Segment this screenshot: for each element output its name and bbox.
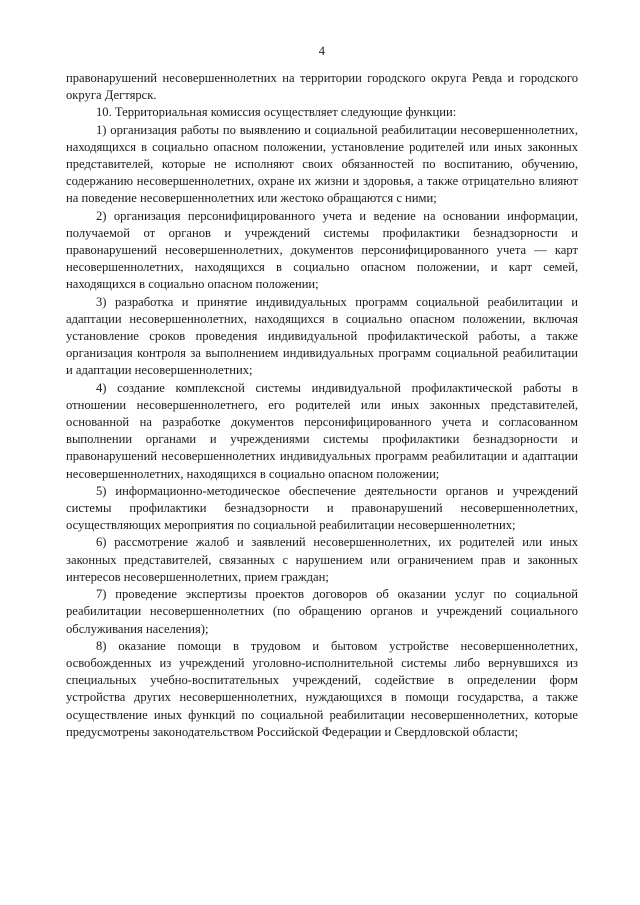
paragraph-item-7: 7) проведение экспертизы проектов договоров об оказании услуг по социальной реабилитации несовершеннолетних (по обращению органов и учреждений социального обслуживания населения); bbox=[66, 587, 578, 636]
paragraph-item-1: 1) организация работы по выявлению и социальной реабилитации несовершеннолетних, находящихся в социально опасном положении, установление родителей или иных законных представителей, которые не исполняют своих обязанностей по воспитанию, обучению, содержанию несовершеннолетних, охране их жизни и здоровья, а также отрицательно влияют на поведение несовершеннолетних или жестоко обращаются с ними; bbox=[66, 122, 578, 206]
paragraph-item-3: 3) разработка и принятие индивидуальных программ социальной реабилитации и адаптации несовершеннолетних, находящихся в социально опасном положении, включая установление сроков проведения индивидуальной профилактической работы, а также организация контроля за выполнением индивидуальных программ социальной реабилитации и адаптации несовершеннолетних; bbox=[66, 294, 578, 378]
paragraph-item-2: 2) организация персонифицированного учета и ведение на основании информации, получаемой от органов и учреждений системы профилактики безнадзорности и правонарушений несовершеннолетних, документов персонифицированного учета — карт несовершеннолетних, находящихся в социально опасном положении, и карт семей, находящихся в социально опасном положении; bbox=[66, 208, 578, 292]
paragraph-continued: правонарушений несовершеннолетних на территории городского округа Ревда и городского округа Дегтярск. bbox=[66, 71, 578, 103]
page-number: 4 bbox=[318, 44, 326, 58]
paragraph-item-10: 10. Территориальная комиссия осуществляет следующие функции: bbox=[96, 105, 457, 120]
paragraph-item-4: 4) создание комплексной системы индивидуальной профилактической работы в отношении несовершеннолетнего, его родителей или иных законных представителей, основанной на разработке документов персонифицированного учета и согласованном выполнении органами и учреждениями системы профилактики безнадзорности и правонарушений несовершеннолетних индивидуальных программ реабилитации и адаптации несовершеннолетних, находящихся в социально опасном положении; bbox=[66, 380, 578, 481]
paragraph-item-8: 8) оказание помощи в трудовом и бытовом устройстве несовершеннолетних, освобожденных из учреждений уголовно-исполнительной системы либо вернувшихся из специальных учебно-воспитательных учреждений, содействие в определении форм устройства других несовершеннолетних, нуждающихся в помощи государства, а также осуществление иных функций по социальной реабилитации несовершеннолетних, которые предусмотрены законодательством Российской Федерации и Свердловской области; bbox=[66, 638, 578, 739]
paragraph-item-6: 6) рассмотрение жалоб и заявлений несовершеннолетних, их родителей или иных законных представителей, связанных с нарушением или ограничением прав и законных интересов несовершеннолетних, прием граждан; bbox=[66, 535, 578, 584]
paragraph-item-5: 5) информационно-методическое обеспечение деятельности органов и учреждений системы профилактики безнадзорности и правонарушений несовершеннолетних, осуществляющих мероприятия по социальной реабилитации несовершеннолетних; bbox=[66, 483, 578, 533]
document-body bbox=[66, 70, 578, 741]
